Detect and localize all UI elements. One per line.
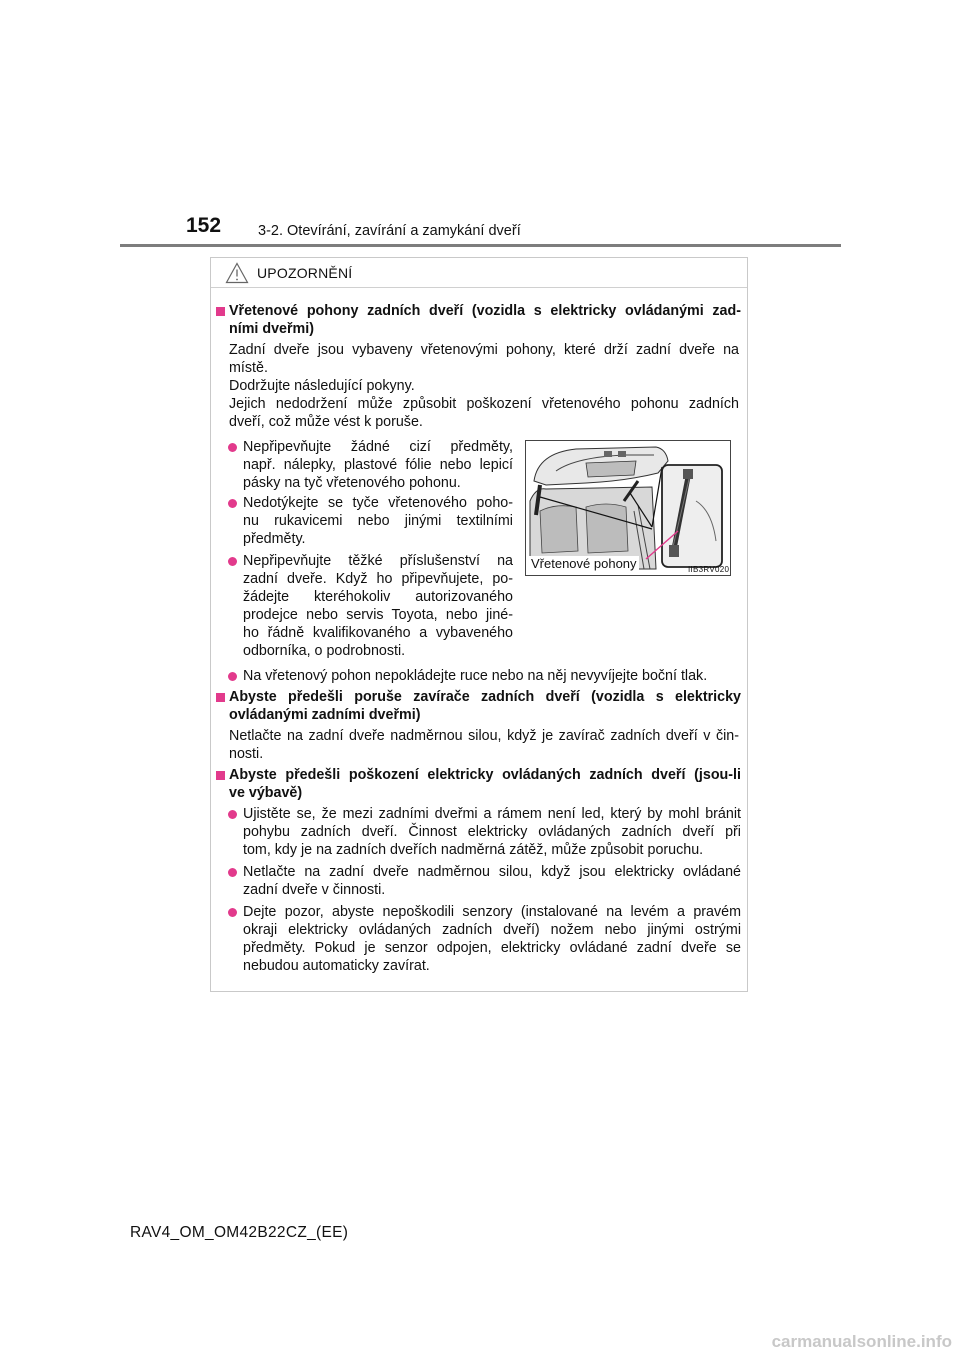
spindle-bullet-1-line-1: Nepřipevňujte žádné cizí předměty,: [243, 439, 513, 455]
warning-title: UPOZORNĚNÍ: [257, 265, 353, 281]
damage-bullet-3-line-4: nebudou automaticky zavírat.: [243, 958, 430, 974]
damage-bullet-3-line-1: Dejte pozor, abyste nepoškodili senzory (instalované na levém a pravém: [243, 904, 741, 920]
closer-text-line-1: Netlačte na zadní dveře nadměrnou silou, když je zavírač zadních dveří v čin-: [229, 728, 739, 744]
warning-triangle-icon: [225, 262, 249, 284]
spindle-bullet-4: Na vřetenový pohon nepokládejte ruce nebo na něj nevyvíjejte boční tlak.: [243, 668, 708, 684]
spindle-bullet-3-line-4: prodejce nebo servis Toyota, nebo jiné-: [243, 607, 513, 623]
bullet-icon: [228, 499, 237, 508]
bullet-icon: [228, 672, 237, 681]
header-rule: [120, 244, 841, 247]
spindle-intro-line-5: dveří, což může vést k poruše.: [229, 414, 423, 430]
damage-bullet-1-line-3: tom, kdy je na zadních dveřích nadměrná zátěž, může způsobit poruchu.: [243, 842, 704, 858]
spindle-bullet-2-line-2: nu rukavicemi nebo jinými textilními: [243, 513, 513, 529]
spindle-bullet-3-line-2: zadní dveře. Když ho připevňujete, po-: [243, 571, 513, 587]
damage-heading-line-2: ve výbavě): [229, 785, 303, 801]
spindle-intro-line-2: místě.: [229, 360, 268, 376]
damage-bullet-1-line-2: pohybu zadních dveří. Činnost elektricky ovládaných zadních dveří při: [243, 824, 741, 840]
spindle-heading-line-1: Vřetenové pohony zadních dveří (vozidla s elektricky ovládanými zad-: [229, 303, 741, 319]
spindle-bullet-2-line-3: předměty.: [243, 531, 306, 547]
section-marker-icon: [216, 307, 225, 316]
warning-header: [211, 258, 747, 288]
spindle-bullet-2-line-1: Nedotýkejte se tyče vřetenového poho-: [243, 495, 513, 511]
damage-bullet-1-line-1: Ujistěte se, že mezi zadními dveřmi a rámem není led, který by mohl bránit: [243, 806, 741, 822]
spindle-bullet-3-line-6: odborníka, o podrobnosti.: [243, 643, 406, 659]
damage-bullet-2-line-1: Netlačte na zadní dveře nadměrnou silou, když jsou elektricky ovládané: [243, 864, 741, 880]
bullet-icon: [228, 908, 237, 917]
watermark: carmanualsonline.info: [771, 1332, 952, 1351]
damage-bullet-2-line-2: zadní dveře v činnosti.: [243, 882, 386, 898]
spindle-bullet-3-line-1: Nepřipevňujte těžké příslušenství na: [243, 553, 513, 569]
section-marker-icon: [216, 771, 225, 780]
closer-heading-line-2: ovládanými zadními dveřmi): [229, 707, 421, 723]
spindle-intro-line-4: Jejich nedodržení může způsobit poškození vřetenového pohonu zadních: [229, 396, 739, 412]
bullet-icon: [228, 557, 237, 566]
bullet-icon: [228, 868, 237, 877]
damage-heading-line-1: Abyste předešli poškození elektricky ovládaných zadních dveří (jsou-li: [229, 767, 741, 783]
spindle-heading-line-2: ními dveřmi): [229, 321, 315, 337]
document-code: RAV4_OM_OM42B22CZ_(EE): [130, 1224, 349, 1241]
bullet-icon: [228, 810, 237, 819]
damage-bullet-3-line-3: předměty. Pokud je senzor odpojen, elektricky ovládané zadní dveře se: [243, 940, 741, 956]
spindle-intro-line-3: Dodržujte následující pokyny.: [229, 378, 415, 394]
damage-bullet-3-line-2: okraji elektricky ovládaných zadních dveří) nožem nebo jinými ostrými: [243, 922, 741, 938]
spindle-bullet-3-line-3: žádejte kteréhokoliv autorizovaného: [243, 589, 513, 605]
spindle-bullet-3-line-5: ho řádně kvalifikovaného a vybaveného: [243, 625, 513, 641]
bullet-icon: [228, 443, 237, 452]
section-marker-icon: [216, 693, 225, 702]
closer-text-line-2: nosti.: [229, 746, 264, 762]
figure-code: IIB3RV020: [688, 565, 730, 574]
spindle-bullet-1-line-2: např. nálepky, plastové fólie nebo lepicí: [243, 457, 513, 473]
closer-heading-line-1: Abyste předešli poruše zavírače zadních dveří (vozidla s elektricky: [229, 689, 741, 705]
spindle-intro-line-1: Zadní dveře jsou vybaveny vřetenovými pohony, které drží zadní dveře na: [229, 342, 739, 358]
section-title: 3-2. Otevírání, zavírání a zamykání dveří: [258, 223, 521, 239]
figure-label: Vřetenové pohony: [531, 556, 637, 571]
page-number: 152: [186, 214, 222, 237]
spindle-bullet-1-line-3: pásky na tyč vřetenového pohonu.: [243, 475, 461, 491]
